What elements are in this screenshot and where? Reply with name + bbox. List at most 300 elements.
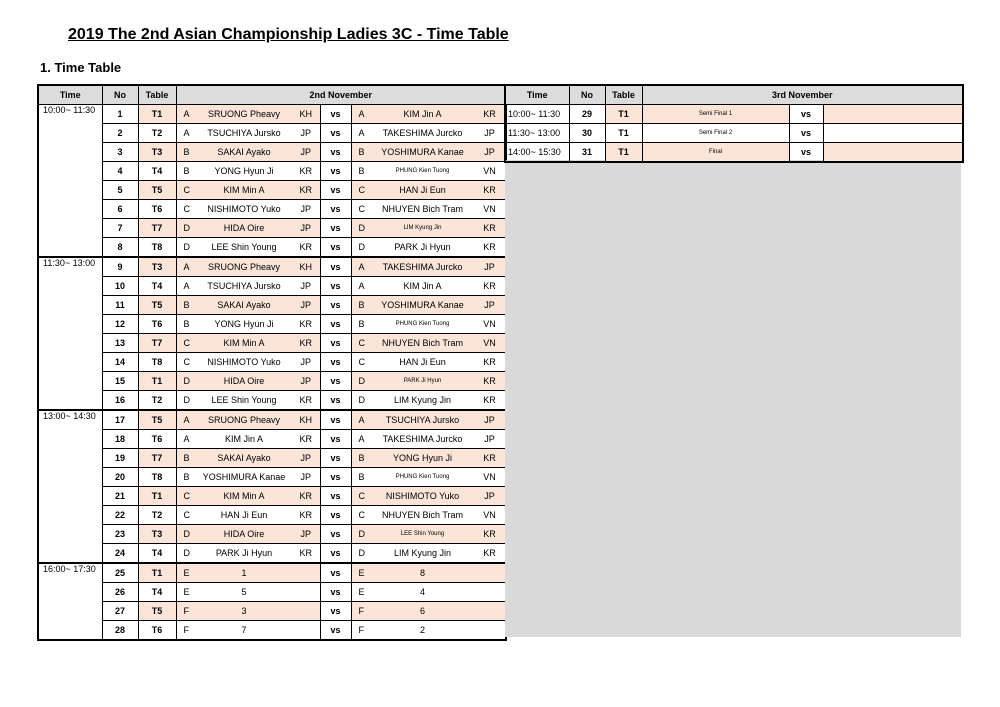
time-cell: [38, 449, 102, 468]
player-name-cell: 4: [371, 583, 474, 602]
header-time: Time: [505, 85, 569, 105]
match-no-cell: 7: [102, 219, 138, 238]
group-cell: D: [351, 391, 371, 411]
table-cell: T3: [138, 257, 176, 277]
country-cell: JP: [474, 487, 506, 506]
country-cell: [292, 583, 320, 602]
player-name-cell: PARK Ji Hyun: [196, 544, 292, 564]
match-no-cell: 12: [102, 315, 138, 334]
time-cell: [38, 544, 102, 564]
player-name-cell: KIM Min A: [196, 487, 292, 506]
table-cell: T7: [138, 334, 176, 353]
match-row: [38, 449, 506, 468]
match-no-cell: 8: [102, 238, 138, 258]
group-cell: D: [176, 391, 196, 411]
table-cell: T1: [138, 105, 176, 124]
match-no-cell: 27: [102, 602, 138, 621]
country-cell: JP: [474, 143, 506, 162]
group-cell: C: [176, 334, 196, 353]
match-no-cell: 1: [102, 105, 138, 124]
player-name-cell: NISHIMOTO Yuko: [196, 200, 292, 219]
table-cell: T8: [138, 238, 176, 258]
country-cell: JP: [292, 200, 320, 219]
country-cell: [474, 621, 506, 641]
header-no: No: [569, 85, 605, 105]
time-cell: [38, 219, 102, 238]
country-cell: JP: [292, 468, 320, 487]
group-cell: A: [351, 105, 371, 124]
country-cell: KR: [474, 372, 506, 391]
vs-cell: vs: [320, 334, 351, 353]
country-cell: KH: [292, 105, 320, 124]
match-row: [38, 506, 506, 525]
vs-cell: vs: [320, 277, 351, 296]
vs-cell: vs: [320, 315, 351, 334]
group-cell: E: [351, 563, 371, 583]
country-cell: JP: [474, 430, 506, 449]
player-name-cell: PHUNG Kien Tuong: [371, 315, 474, 334]
page-title: 2019 The 2nd Asian Championship Ladies 3C - Time Table: [68, 26, 509, 43]
vs-cell: vs: [320, 124, 351, 143]
group-cell: B: [176, 143, 196, 162]
time-cell: [38, 334, 102, 353]
player-name-cell: YOSHIMURA Kanae: [371, 296, 474, 315]
match-row: [38, 602, 506, 621]
table-cell: T8: [138, 353, 176, 372]
vs-cell: vs: [320, 563, 351, 583]
match-no-cell: 31: [569, 143, 605, 163]
player-name-cell: HAN Ji Eun: [196, 506, 292, 525]
vs-cell: vs: [320, 602, 351, 621]
player-name-cell: 3: [196, 602, 292, 621]
time-cell: [38, 181, 102, 200]
time-cell: 14:00~ 15:30: [505, 143, 569, 163]
country-cell: KR: [474, 449, 506, 468]
header-row: [505, 85, 963, 105]
opponent-cell: [823, 105, 963, 124]
country-cell: [474, 563, 506, 583]
player-name-cell: PHUNG Kien Tuong: [371, 162, 474, 181]
player-name-cell: HIDA Oire: [196, 525, 292, 544]
group-cell: B: [351, 143, 371, 162]
table-cell: T5: [138, 410, 176, 430]
opponent-cell: [823, 124, 963, 143]
country-cell: JP: [292, 449, 320, 468]
player-name-cell: PARK Ji Hyun: [371, 238, 474, 258]
header-row: [38, 85, 506, 105]
country-cell: JP: [292, 277, 320, 296]
player-name-cell: HAN Ji Eun: [371, 181, 474, 200]
vs-cell: vs: [320, 391, 351, 411]
vs-cell: vs: [320, 105, 351, 124]
country-cell: VN: [474, 162, 506, 181]
country-cell: KR: [292, 430, 320, 449]
country-cell: JP: [292, 143, 320, 162]
player-name-cell: LIM Kyung Jin: [371, 219, 474, 238]
table-cell: T5: [138, 296, 176, 315]
group-cell: F: [351, 621, 371, 641]
time-cell: [38, 277, 102, 296]
match-row: [38, 621, 506, 641]
player-name-cell: LIM Kyung Jin: [371, 391, 474, 411]
group-cell: D: [176, 525, 196, 544]
group-cell: B: [176, 468, 196, 487]
time-cell: [38, 315, 102, 334]
match-no-cell: 18: [102, 430, 138, 449]
player-name-cell: KIM Jin A: [371, 277, 474, 296]
group-cell: B: [176, 449, 196, 468]
group-cell: D: [351, 525, 371, 544]
group-cell: B: [351, 162, 371, 181]
table-cell: T3: [138, 143, 176, 162]
vs-cell: vs: [320, 257, 351, 277]
country-cell: KR: [474, 544, 506, 564]
match-row: [38, 372, 506, 391]
vs-cell: vs: [320, 621, 351, 641]
table-cell: T1: [138, 563, 176, 583]
player-name-cell: NHUYEN Bich Tram: [371, 200, 474, 219]
player-name-cell: YOSHIMURA Kanae: [196, 468, 292, 487]
table-cell: T2: [138, 124, 176, 143]
match-no-cell: 14: [102, 353, 138, 372]
country-cell: JP: [292, 124, 320, 143]
match-no-cell: 5: [102, 181, 138, 200]
time-cell: 10:00~ 11:30: [38, 105, 102, 124]
player-name-cell: TAKESHIMA Jurcko: [371, 257, 474, 277]
time-cell: [38, 124, 102, 143]
vs-cell: vs: [320, 296, 351, 315]
match-no-cell: 3: [102, 143, 138, 162]
country-cell: VN: [474, 468, 506, 487]
country-cell: [292, 563, 320, 583]
match-row: [38, 430, 506, 449]
vs-cell: vs: [789, 143, 823, 163]
vs-cell: vs: [789, 105, 823, 124]
time-cell: [38, 296, 102, 315]
player-name-cell: LEE Shin Young: [196, 391, 292, 411]
match-no-cell: 15: [102, 372, 138, 391]
match-row: [38, 583, 506, 602]
group-cell: B: [176, 296, 196, 315]
player-name-cell: 8: [371, 563, 474, 583]
time-cell: [38, 487, 102, 506]
group-cell: A: [176, 430, 196, 449]
player-name-cell: NHUYEN Bich Tram: [371, 334, 474, 353]
group-cell: D: [176, 219, 196, 238]
table-cell: T4: [138, 583, 176, 602]
group-cell: D: [351, 544, 371, 564]
group-cell: C: [351, 506, 371, 525]
table-cell: T4: [138, 544, 176, 564]
table-cell: T1: [605, 143, 642, 163]
match-no-cell: 2: [102, 124, 138, 143]
country-cell: KR: [474, 391, 506, 411]
player-name-cell: YONG Hyun Ji: [196, 162, 292, 181]
match-no-cell: 9: [102, 257, 138, 277]
time-cell: [38, 621, 102, 641]
table-cell: T6: [138, 315, 176, 334]
table-cell: T4: [138, 277, 176, 296]
group-cell: B: [351, 449, 371, 468]
table-cell: T1: [605, 124, 642, 143]
country-cell: KR: [292, 315, 320, 334]
match-label-cell: Semi Final 2: [642, 124, 789, 143]
country-cell: [474, 583, 506, 602]
time-cell: [38, 353, 102, 372]
section-heading: 1. Time Table: [40, 60, 122, 75]
vs-cell: vs: [320, 143, 351, 162]
country-cell: JP: [474, 296, 506, 315]
time-cell: [38, 143, 102, 162]
player-name-cell: SAKAI Ayako: [196, 143, 292, 162]
group-cell: C: [351, 487, 371, 506]
country-cell: KR: [292, 181, 320, 200]
group-cell: C: [351, 181, 371, 200]
match-no-cell: 28: [102, 621, 138, 641]
player-name-cell: SAKAI Ayako: [196, 449, 292, 468]
group-cell: D: [176, 544, 196, 564]
table-cell: T5: [138, 181, 176, 200]
time-cell: 11:30~ 13:00: [38, 257, 102, 277]
group-cell: A: [176, 124, 196, 143]
match-row: [38, 105, 506, 124]
table-cell: T5: [138, 602, 176, 621]
group-cell: F: [176, 621, 196, 641]
table-cell: T1: [138, 487, 176, 506]
country-cell: KR: [292, 506, 320, 525]
player-name-cell: 2: [371, 621, 474, 641]
group-cell: C: [176, 181, 196, 200]
match-label-cell: Final: [642, 143, 789, 163]
player-name-cell: 1: [196, 563, 292, 583]
vs-cell: vs: [320, 487, 351, 506]
match-no-cell: 25: [102, 563, 138, 583]
nov2-body: [38, 105, 506, 641]
group-cell: F: [176, 602, 196, 621]
group-cell: D: [351, 238, 371, 258]
match-row: [38, 525, 506, 544]
time-cell: [38, 583, 102, 602]
match-no-cell: 24: [102, 544, 138, 564]
group-cell: B: [351, 315, 371, 334]
player-name-cell: KIM Min A: [196, 334, 292, 353]
group-cell: A: [176, 257, 196, 277]
group-cell: B: [176, 162, 196, 181]
table-cell: T1: [138, 372, 176, 391]
match-row: [38, 315, 506, 334]
group-cell: E: [176, 583, 196, 602]
match-no-cell: 6: [102, 200, 138, 219]
vs-cell: vs: [320, 410, 351, 430]
player-name-cell: TAKESHIMA Jurcko: [371, 430, 474, 449]
time-cell: [38, 238, 102, 258]
vs-cell: vs: [320, 200, 351, 219]
country-cell: KR: [474, 219, 506, 238]
table-cell: T2: [138, 506, 176, 525]
match-no-cell: 22: [102, 506, 138, 525]
match-row: [38, 353, 506, 372]
time-cell: [38, 468, 102, 487]
player-name-cell: 6: [371, 602, 474, 621]
player-name-cell: HIDA Oire: [196, 219, 292, 238]
time-cell: 13:00~ 14:30: [38, 410, 102, 430]
table-cell: T6: [138, 430, 176, 449]
country-cell: VN: [474, 506, 506, 525]
vs-cell: vs: [320, 162, 351, 181]
match-no-cell: 21: [102, 487, 138, 506]
table-cell: T7: [138, 449, 176, 468]
country-cell: KH: [292, 410, 320, 430]
time-cell: 11:30~ 13:00: [505, 124, 569, 143]
country-cell: VN: [474, 315, 506, 334]
match-no-cell: 17: [102, 410, 138, 430]
player-name-cell: PHUNG Kien Tuong: [371, 468, 474, 487]
player-name-cell: LIM Kyung Jin: [371, 544, 474, 564]
country-cell: KR: [474, 181, 506, 200]
match-row: [38, 391, 506, 411]
header-no: No: [102, 85, 138, 105]
table-cell: T8: [138, 468, 176, 487]
vs-cell: vs: [789, 124, 823, 143]
table-cell: T6: [138, 621, 176, 641]
player-name-cell: NHUYEN Bich Tram: [371, 506, 474, 525]
match-no-cell: 11: [102, 296, 138, 315]
match-no-cell: 4: [102, 162, 138, 181]
match-row: [38, 124, 506, 143]
match-row: [38, 238, 506, 258]
match-row: [38, 334, 506, 353]
group-cell: C: [351, 200, 371, 219]
country-cell: JP: [474, 124, 506, 143]
player-name-cell: TSUCHIYA Jursko: [196, 277, 292, 296]
header-table: Table: [138, 85, 176, 105]
player-name-cell: YONG Hyun Ji: [371, 449, 474, 468]
player-name-cell: YONG Hyun Ji: [196, 315, 292, 334]
player-name-cell: LEE Shin Young: [371, 525, 474, 544]
player-name-cell: KIM Min A: [196, 181, 292, 200]
match-row: [38, 563, 506, 583]
match-row: [38, 200, 506, 219]
match-no-cell: 20: [102, 468, 138, 487]
time-cell: [38, 430, 102, 449]
country-cell: KR: [292, 544, 320, 564]
match-no-cell: 29: [569, 105, 605, 124]
table-cell: T3: [138, 525, 176, 544]
header-table: Table: [605, 85, 642, 105]
match-row: [38, 277, 506, 296]
time-cell: [38, 525, 102, 544]
country-cell: VN: [474, 200, 506, 219]
country-cell: KR: [474, 105, 506, 124]
match-no-cell: 23: [102, 525, 138, 544]
match-row: [505, 124, 963, 143]
player-name-cell: NISHIMOTO Yuko: [371, 487, 474, 506]
country-cell: KR: [474, 277, 506, 296]
player-name-cell: TSUCHIYA Jursko: [371, 410, 474, 430]
player-name-cell: HAN Ji Eun: [371, 353, 474, 372]
group-cell: E: [176, 563, 196, 583]
vs-cell: vs: [320, 353, 351, 372]
group-cell: A: [351, 410, 371, 430]
country-cell: KR: [474, 238, 506, 258]
match-row: [38, 544, 506, 564]
country-cell: KR: [292, 238, 320, 258]
player-name-cell: KIM Jin A: [196, 430, 292, 449]
table-cell: T4: [138, 162, 176, 181]
nov3-body: [505, 105, 963, 163]
group-cell: C: [351, 353, 371, 372]
table-cell: T2: [138, 391, 176, 411]
match-row: [38, 181, 506, 200]
group-cell: A: [176, 277, 196, 296]
empty-grey-area: [505, 160, 961, 637]
nov2-timetable: [37, 84, 507, 641]
vs-cell: vs: [320, 219, 351, 238]
country-cell: JP: [474, 410, 506, 430]
player-name-cell: SRUONG Pheavy: [196, 257, 292, 277]
vs-cell: vs: [320, 583, 351, 602]
player-name-cell: NISHIMOTO Yuko: [196, 353, 292, 372]
country-cell: KR: [292, 162, 320, 181]
group-cell: B: [351, 468, 371, 487]
group-cell: C: [176, 353, 196, 372]
match-row: [505, 105, 963, 124]
match-row: [38, 468, 506, 487]
country-cell: KR: [292, 487, 320, 506]
group-cell: C: [176, 487, 196, 506]
match-row: [38, 410, 506, 430]
country-cell: [292, 602, 320, 621]
match-no-cell: 30: [569, 124, 605, 143]
nov3-timetable: [504, 84, 964, 163]
group-cell: C: [351, 334, 371, 353]
player-name-cell: SAKAI Ayako: [196, 296, 292, 315]
country-cell: [474, 602, 506, 621]
header-day: 3rd November: [642, 85, 963, 105]
group-cell: A: [351, 257, 371, 277]
country-cell: KR: [474, 353, 506, 372]
group-cell: A: [176, 105, 196, 124]
player-name-cell: KIM Jin A: [371, 105, 474, 124]
vs-cell: vs: [320, 525, 351, 544]
group-cell: D: [351, 219, 371, 238]
player-name-cell: 7: [196, 621, 292, 641]
vs-cell: vs: [320, 238, 351, 258]
player-name-cell: TSUCHIYA Jursko: [196, 124, 292, 143]
group-cell: C: [176, 200, 196, 219]
group-cell: B: [351, 296, 371, 315]
table-cell: T7: [138, 219, 176, 238]
header-day: 2nd November: [176, 85, 506, 105]
group-cell: A: [351, 124, 371, 143]
match-row: [38, 143, 506, 162]
country-cell: KH: [292, 257, 320, 277]
player-name-cell: SRUONG Pheavy: [196, 105, 292, 124]
match-row: [38, 257, 506, 277]
country-cell: JP: [292, 372, 320, 391]
country-cell: JP: [292, 525, 320, 544]
vs-cell: vs: [320, 181, 351, 200]
time-cell: [38, 162, 102, 181]
time-cell: 10:00~ 11:30: [505, 105, 569, 124]
group-cell: A: [351, 277, 371, 296]
table-cell: T6: [138, 200, 176, 219]
group-cell: D: [176, 238, 196, 258]
opponent-cell: [823, 143, 963, 163]
table-cell: T1: [605, 105, 642, 124]
country-cell: KR: [292, 334, 320, 353]
group-cell: D: [351, 372, 371, 391]
